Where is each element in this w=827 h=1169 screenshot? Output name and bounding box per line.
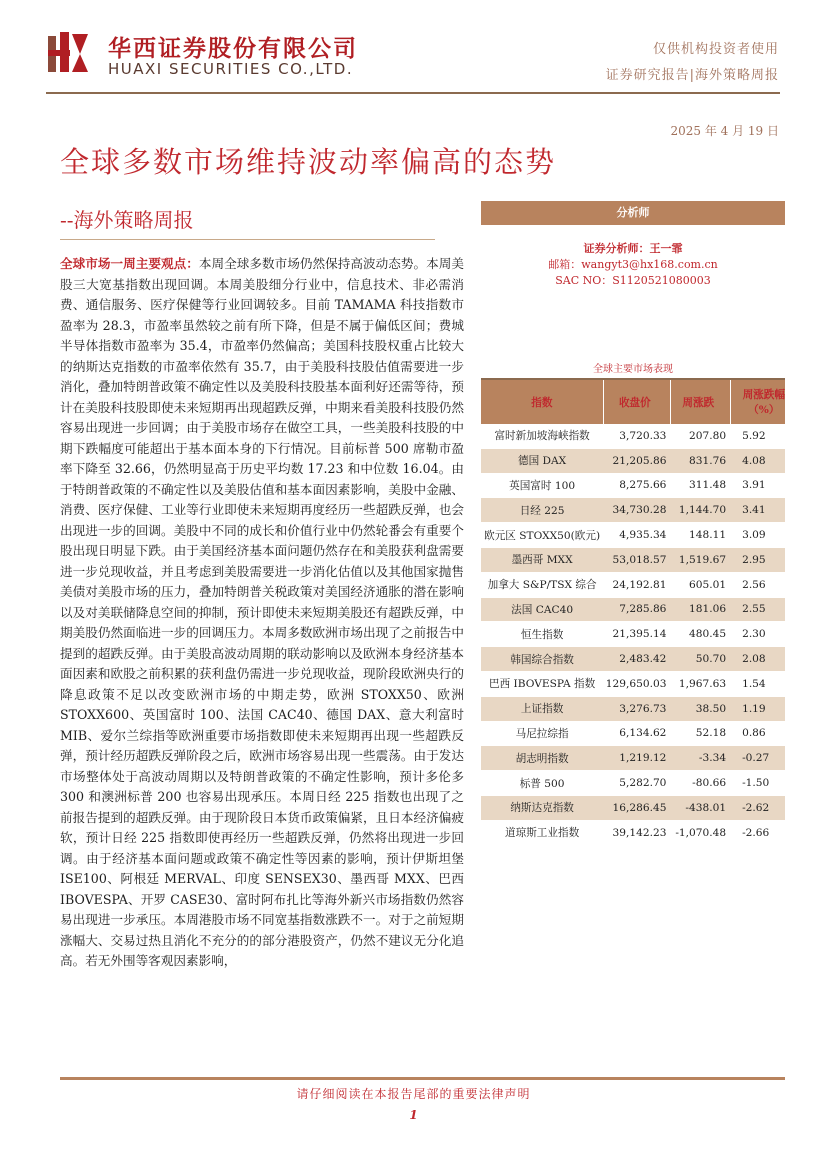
legal-notice: 请仔细阅读在本报告尾部的重要法律声明: [296, 1087, 531, 1101]
cell-index-name: 巴西 IBOVESPA 指数: [481, 671, 603, 696]
cell-change: 207.80: [670, 424, 730, 448]
cell-index-name: 英国富时 100: [481, 473, 603, 498]
header-index: 指数: [481, 380, 603, 424]
body-paragraph: 本周全球多数市场仍然保持高波动态势。本周美股三大宽基指数出现回调。本周美股细分行业中，信息技术、非必需消费、通信服务、医疗保健等行业回调较多。目前 TAMAMA 科技指数市盈率为 28.3，市盈率虽然较之前有所下降，但是不属于偏低区间；费城半导体指数市盈率为 35.4，市盈率仍然偏高；美国科技股权重占比较大的纳斯达克指数的市盈率依然有 35.7，由于美股科技股估值需要进一步消化，叠加特朗普政策不确定性以及美股科技股基本面利好还需等待，预计在美股科技股即使未来短期再出现超跌反弹，中期来看美股科技股仍然容易出现进一步回调；由于美股市场存在做空工具，一些美股科技股的中期下跌幅度可能超出于基本面本身的下行情况。目前标普 500 席勒市盈率下降至 32.66，仍然明显高于历史平均数 17.23 和中位数 16.04。由于特朗普政策的不确定性以及美股估值和基本面因素影响，美股中金融、消费、医疗保健、工业等行业即使未来短期再度经历一些超跌反弹，也会出现进一步的回调。美股中不同的成长和价值行业中仍然轮番会有重要个股出现日明显下跌。由于美国经济基本面问题仍然存在和美股获利盘需要进一步兑现收益，并且考虑到美股需要进一步消化估值以及其他国家抛售美债对美股市场的压力，叠加特朗普关税政策对美国经济通胀的潜在影响以及对美联储降息空间的抑制，预计即使未来短期美股还有超跌反弹，中期美股仍然面临进一步的回调压力。本周多数欧洲市场出现了之前报告中提到的超跌反弹。由于美股高波动周期的联动影响以及欧洲本身经济基本面因素和欧股之前积累的获利盘仍需进一步兑现收益，现阶段欧洲央行的降息政策不足以改变欧洲市场的中期走势，欧洲 STOXX50、欧洲 STOXX600、英国富时 100、法国 CAC40、德国 DAX、意大利富时 MIB、爱尔兰综指等欧洲重要市场指数即使未来短期再出现一些超跌反弹，预计经历超跌反弹阶段之后，欧洲市场容易出现一些震荡。由于发达市场整体处于高波动周期以及特朗普政策的不确定性影响，预计多伦多 300 和澳洲标普 200 也容易出现承压。本周日经 225 指数也出现了之前报告提到的超跌反弹。由于现阶段日本货币政策偏紧，且日本经济偏疲软，预计日经 225 指数即使再经历一些超跌反弹，仍然将出现进一步回调。由于经济基本面问题或政策不确定性等因素的影响，预计伊斯坦堡 ISE100、阿根廷 MERVAL、印度 SENSEX30、墨西哥 MXX、巴西 IBOVESPA、开罗 CASE30、富时阿布扎比等海外新兴市场指数仍然容易出现进一步承压。本周港股市场不同宽基指数涨跌不一。对于之前短期涨幅大、交易过热且消化不充分的的部分港股资产，仍然不建议无分化追高。若无外围等客观因素影响，: [60, 256, 465, 968]
table-row: [481, 424, 785, 448]
report-subtitle: --海外策略周报: [60, 208, 194, 232]
cell-index-name: 纳斯达克指数: [481, 795, 603, 820]
page-number: 1: [409, 1108, 418, 1122]
cell-change-pct: 4.08: [730, 448, 785, 473]
body-lead: 全球市场一周主要观点：: [60, 256, 199, 271]
table-row: [481, 498, 785, 523]
table-body: [481, 424, 785, 845]
cell-index-name: 日经 225: [481, 498, 603, 523]
cell-change: 38.50: [670, 696, 730, 721]
report-date: 2025 年 4 月 19 日: [670, 124, 779, 138]
cell-index-name: 道琼斯工业指数: [481, 820, 603, 845]
cell-change: 831.76: [670, 448, 730, 473]
table-row: [481, 647, 785, 672]
cell-change: 1,967.63: [670, 671, 730, 696]
cell-change-pct: 1.54: [730, 671, 785, 696]
report-title: 全球多数市场维持波动率偏高的态势: [60, 145, 557, 179]
cell-index-name: 恒生指数: [481, 622, 603, 647]
cell-change-pct: 5.92: [730, 424, 785, 448]
cell-close: 129,650.03: [603, 671, 670, 696]
cell-change-pct: -0.27: [730, 746, 785, 771]
table-row: [481, 448, 785, 473]
cell-change: -1,070.48: [670, 820, 730, 845]
cell-change: -438.01: [670, 795, 730, 820]
table-row: [481, 572, 785, 597]
analyst-name: 证券分析师：王一霏: [583, 242, 683, 255]
cell-close: 21,205.86: [603, 448, 670, 473]
table-row: [481, 622, 785, 647]
company-logo-icon: [46, 30, 94, 74]
cell-close: 34,730.28: [603, 498, 670, 523]
cell-close: 3,720.33: [603, 424, 670, 448]
cell-change: 1,144.70: [670, 498, 730, 523]
cell-change-pct: -1.50: [730, 771, 785, 796]
table-row: [481, 721, 785, 746]
cell-close: 1,219.12: [603, 746, 670, 771]
header-close: 收盘价: [603, 380, 670, 424]
cell-close: 6,134.62: [603, 721, 670, 746]
cell-index-name: 马尼拉综指: [481, 721, 603, 746]
analyst-email[interactable]: 邮箱：wangyt3@hx168.com.cn: [548, 258, 718, 271]
cell-change-pct: 1.19: [730, 696, 785, 721]
cell-index-name: 上证指数: [481, 696, 603, 721]
header-divider: [46, 92, 780, 94]
cell-index-name: 欧元区 STOXX50(欧元): [481, 523, 603, 548]
cell-change: 181.06: [670, 597, 730, 622]
cell-change: 480.45: [670, 622, 730, 647]
cell-change-pct: 3.91: [730, 473, 785, 498]
header-change-pct: 周涨跌幅（%）: [730, 380, 785, 424]
report-type-label: 证券研究报告|海外策略周报: [605, 68, 779, 83]
cell-index-name: 韩国综合指数: [481, 647, 603, 672]
cell-close: 5,282.70: [603, 771, 670, 796]
cell-change-pct: -2.62: [730, 795, 785, 820]
cell-change: 311.48: [670, 473, 730, 498]
cell-change-pct: 2.55: [730, 597, 785, 622]
cell-close: 3,276.73: [603, 696, 670, 721]
cell-change-pct: 3.41: [730, 498, 785, 523]
cell-close: 24,192.81: [603, 572, 670, 597]
cell-change: -80.66: [670, 771, 730, 796]
cell-index-name: 胡志明指数: [481, 746, 603, 771]
cell-close: 4,935.34: [603, 523, 670, 548]
market-performance-table: [481, 380, 785, 846]
main-body-text: [60, 254, 464, 972]
cell-change: 148.11: [670, 523, 730, 548]
analyst-sac-number: SAC NO：S1120521080003: [555, 274, 711, 287]
table-row: [481, 473, 785, 498]
cell-close: 16,286.45: [603, 795, 670, 820]
brand-name-cn: 华西证券股份有限公司: [108, 36, 358, 62]
cell-close: 8,275.66: [603, 473, 670, 498]
cell-change: 1,519.67: [670, 547, 730, 572]
cell-close: 21,395.14: [603, 622, 670, 647]
cell-close: 2,483.42: [603, 647, 670, 672]
cell-change-pct: 2.56: [730, 572, 785, 597]
cell-change-pct: 2.08: [730, 647, 785, 672]
cell-change-pct: 2.30: [730, 622, 785, 647]
cell-index-name: 富时新加坡海峡指数: [481, 424, 603, 448]
cell-change: -3.34: [670, 746, 730, 771]
cell-close: 53,018.57: [603, 547, 670, 572]
header-change: 周涨跌: [670, 380, 730, 424]
cell-close: 39,142.23: [603, 820, 670, 845]
table-row: [481, 746, 785, 771]
cell-change-pct: 2.95: [730, 547, 785, 572]
table-row: [481, 671, 785, 696]
cell-change: 52.18: [670, 721, 730, 746]
cell-change: 605.01: [670, 572, 730, 597]
subtitle-underline: [60, 239, 435, 240]
cell-index-name: 德国 DAX: [481, 448, 603, 473]
table-row: [481, 771, 785, 796]
footer-divider: [60, 1077, 785, 1080]
cell-index-name: 加拿大 S&P/TSX 综合: [481, 572, 603, 597]
table-caption: 全球主要市场表现: [593, 364, 673, 375]
table-row: [481, 597, 785, 622]
table-row: [481, 696, 785, 721]
cell-index-name: 墨西哥 MXX: [481, 547, 603, 572]
table-row: [481, 820, 785, 845]
cell-index-name: 标普 500: [481, 771, 603, 796]
analyst-section-header: 分析师: [481, 201, 785, 225]
brand-name-en: HUAXI SECURITIES CO.,LTD.: [108, 60, 354, 78]
table-row: [481, 795, 785, 820]
table-row: [481, 547, 785, 572]
cell-index-name: 法国 CAC40: [481, 597, 603, 622]
table-header-row: [481, 380, 785, 424]
cell-change-pct: -2.66: [730, 820, 785, 845]
audience-label: 仅供机构投资者使用: [652, 42, 779, 57]
cell-change: 50.70: [670, 647, 730, 672]
cell-change-pct: 3.09: [730, 523, 785, 548]
cell-change-pct: 0.86: [730, 721, 785, 746]
cell-close: 7,285.86: [603, 597, 670, 622]
table-row: [481, 523, 785, 548]
